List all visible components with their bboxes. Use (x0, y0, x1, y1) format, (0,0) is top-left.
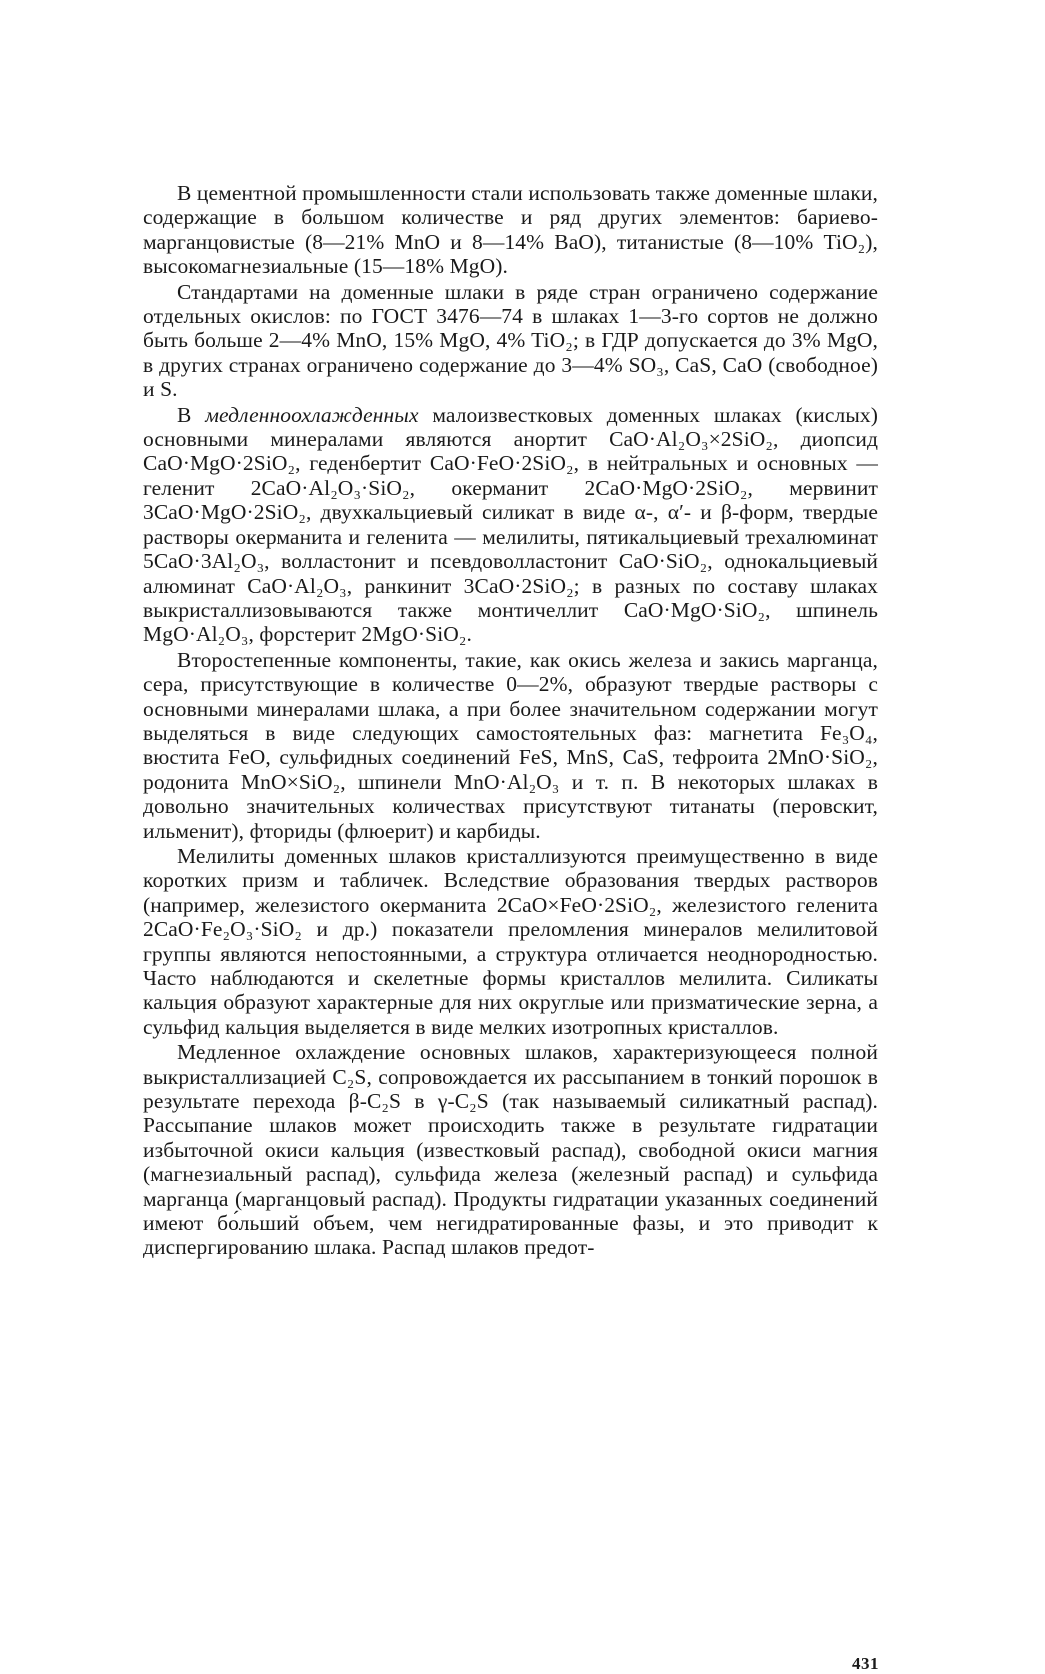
paragraph-3-text: малоизвестковых доменных шлаках (кислых) основными минералами являются анортит CaO·Al₂O₃×2SiO₂, диопсид CaO·MgO·2SiO₂, геденбертит CaO·FeO·2SiO₂, в нейтральных и основных — геленит 2CaO·Al₂O₃·SiO₂, окерманит 2CaO·MgO·2SiO₂, мервинит 3CaO·MgO·2SiO₂, двухкальциевый силикат в виде α-, α′- и β-форм, твердые растворы окерманита и геленита — мелилиты, пятикальциевый трехалюминат 5CaO·3Al₂O₃, волластонит и псевдоволластонит CaO·SiO₂, однокальциевый алюминат CaO·Al₂O₃, ранкинит 3CaO·2SiO₂; в разных по составу шлаках выкристаллизовываются также монтичеллит CaO·MgO·SiO₂, шпинель MgO·Al₂O₃, форстерит 2MgO·SiO₂. (143, 402, 879, 647)
paragraph-3-lead: В (177, 402, 206, 427)
page-body (143, 181, 878, 1260)
paragraph-5: Мелилиты доменных шлаков кристаллизуются преимущественно в виде коротких призм и табличек. Вследствие образования твердых растворов (например, железистого окерманита 2CaO×FeO·2SiO₂, железистого геленита 2CaO·Fe₂O₃·SiO₂ и др.) показатели преломления минералов мелилитовой группы являются непостоянными, а структура отличается неоднородностью. Часто наблюдаются и скелетные формы кристаллов мелилита. Силикаты кальция образуют характерные для них округлые или призматические зерна, а сульфид кальция выделяется в виде мелких изотропных кристаллов. (143, 843, 878, 1039)
page-number: 431 (852, 1654, 879, 1673)
paragraph-6: Медленное охлаждение основных шлаков, характеризующееся полной выкристаллизацией C₂S, сопровождается их рассыпанием в тонкий порошок в результате перехода β-C₂S в γ-C₂S (так называемый силикатный распад). Рассыпание шлаков может происходить также в результате гидратации избыточной окиси кальция (известковый распад), свободной окиси магния (магнезиальный распад), сульфида железа (железный распад) и сульфида марганца (марганцовый распад). Продукты гидратации указанных соединений имеют бо́льший объем, чем негидратированные фазы, и это приводит к диспергированию шлака. Распад шлаков предот- (143, 1040, 878, 1260)
paragraph-3-emphasis: медленноохлажденных (205, 402, 419, 427)
paragraph-2: Стандартами на доменные шлаки в ряде стран ограничено содержание отдельных окислов: по ГОСТ 3476—74 в шлаках 1—3-го сортов не должно быть больше 2—4% MnO, 15% MgO, 4% TiO₂; в ГДР допускается до 3% MgO, в других странах ограничено содержание до 3—4% SO₃, CaS, CaO (свободное) и S. (143, 279, 878, 402)
paragraph-4: Второстепенные компоненты, такие, как окись железа и закись марганца, сера, присутствующие в количестве 0—2%, образуют твердые растворы с основными минералами шлака, а при более значительном содержании могут выделяться в виде следующих самостоятельных фаз: магнетита Fe₃O₄, вюстита FeO, сульфидных соединений FeS, MnS, CaS, тефроита 2MnO·SiO₂, родонита MnO×SiO₂, шпинели MnO·Al₂O₃ и т. п. В некоторых шлаках в довольно значительных количествах присутствуют титанаты (перовскит, ильменит), фториды (флюерит) и карбиды. (143, 647, 878, 843)
paragraph-1: В цементной промышленности стали использовать также доменные шлаки, содержащие в большом количестве и ряд других элементов: бариево-марганцовистые (8—21% MnO и 8—14% BaO), титанистые (8—10% TiO₂), высокомагнезиальные (15—18% MgO). (143, 181, 878, 279)
paragraph-3 (143, 403, 878, 647)
